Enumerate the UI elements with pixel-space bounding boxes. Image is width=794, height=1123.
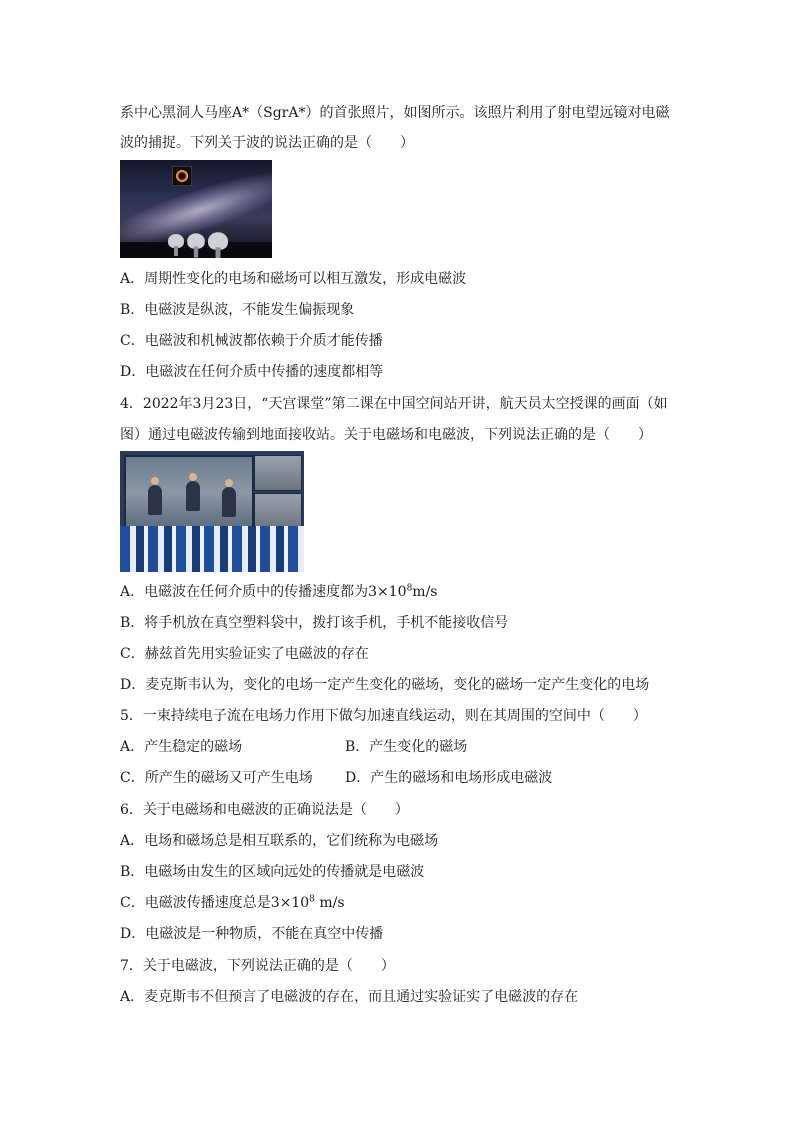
radio-dish <box>187 233 205 248</box>
q6-option-b: B．电磁场由发生的区域向远处的传播就是电磁波 <box>120 864 425 880</box>
astronaut <box>148 485 162 515</box>
q6-stem: 6．关于电磁场和电磁波的正确说法是（ ） <box>120 802 409 818</box>
q3-option-a: A．周期性变化的电场和磁场可以相互激发，形成电磁波 <box>120 271 467 287</box>
side-screen <box>254 455 302 491</box>
q5-option-a: A．产生稳定的磁场 <box>120 739 243 755</box>
radio-dish <box>168 234 184 248</box>
astronaut <box>186 481 200 511</box>
q4-option-a: A．电磁波在任何介质中的传播速度都为$3\times 10^8m/s$ <box>120 583 438 600</box>
q5-option-c: C．所产生的磁场又可产生电场 <box>120 770 313 786</box>
space-class-photo <box>120 451 304 572</box>
q4-option-c: C．赫兹首先用实验证实了电磁波的存在 <box>120 646 369 662</box>
q5-option-b: B．产生变化的磁场 <box>345 739 468 755</box>
q3-option-b: B．电磁波是纵波，不能发生偏振现象 <box>120 302 355 318</box>
q6-option-c: C．电磁波传播速度总是$3\times 10^8$ m/s <box>120 894 345 911</box>
q4-option-b: B．将手机放在真空塑料袋中，拨打该手机，手机不能接收信号 <box>120 615 509 631</box>
q3-option-c: C．电磁波和机械波都依赖于介质才能传播 <box>120 333 383 349</box>
q3-option-d: D．电磁波在任何介质中传播的速度都相等 <box>120 364 384 380</box>
q6-option-a: A．电场和磁场总是相互联系的，它们统称为电磁场 <box>120 833 439 849</box>
astronaut <box>222 487 236 517</box>
side-screen <box>254 493 302 529</box>
black-hole-image <box>172 166 192 186</box>
main-screen <box>124 455 254 531</box>
q4-stem-line-2: 图）通过电磁波传输到地面接收站。关于电磁场和电磁波，下列说法正确的是（ ） <box>120 427 652 443</box>
q4-option-d: D．麦克斯韦认为，变化的电场一定产生变化的磁场，变化的磁场一定产生变化的电场 <box>120 677 650 693</box>
q7-option-a: A．麦克斯韦不但预言了电磁波的存在，而且通过实验证实了电磁波的存在 <box>120 989 579 1005</box>
q6-option-d: D．电磁波是一种物质，不能在真空中传播 <box>120 926 384 942</box>
black-hole-telescope-photo <box>120 160 272 258</box>
q5-stem: 5．一束持续电子流在电场力作用下做匀加速直线运动，则在其周围的空间中（ ） <box>120 708 647 724</box>
q5-option-d: D．产生的磁场和电场形成电磁波 <box>345 770 553 786</box>
audience <box>120 526 304 572</box>
q3-stem-line-1: 系中心黑洞人马座A*（SgrA*）的首张照片，如图所示。该照片利用了射电望远镜对电磁 <box>120 105 670 121</box>
q7-stem: 7．关于电磁波，下列说法正确的是（ ） <box>120 958 395 974</box>
q3-stem-line-2: 波的捕捉。下列关于波的说法正确的是（ ） <box>120 135 414 151</box>
q4-stem-line-1: 4．2022年3月23日，“天宫课堂”第二课在中国空间站开讲，航天员太空授课的画面（如 <box>120 396 668 412</box>
radio-dish <box>208 232 228 250</box>
